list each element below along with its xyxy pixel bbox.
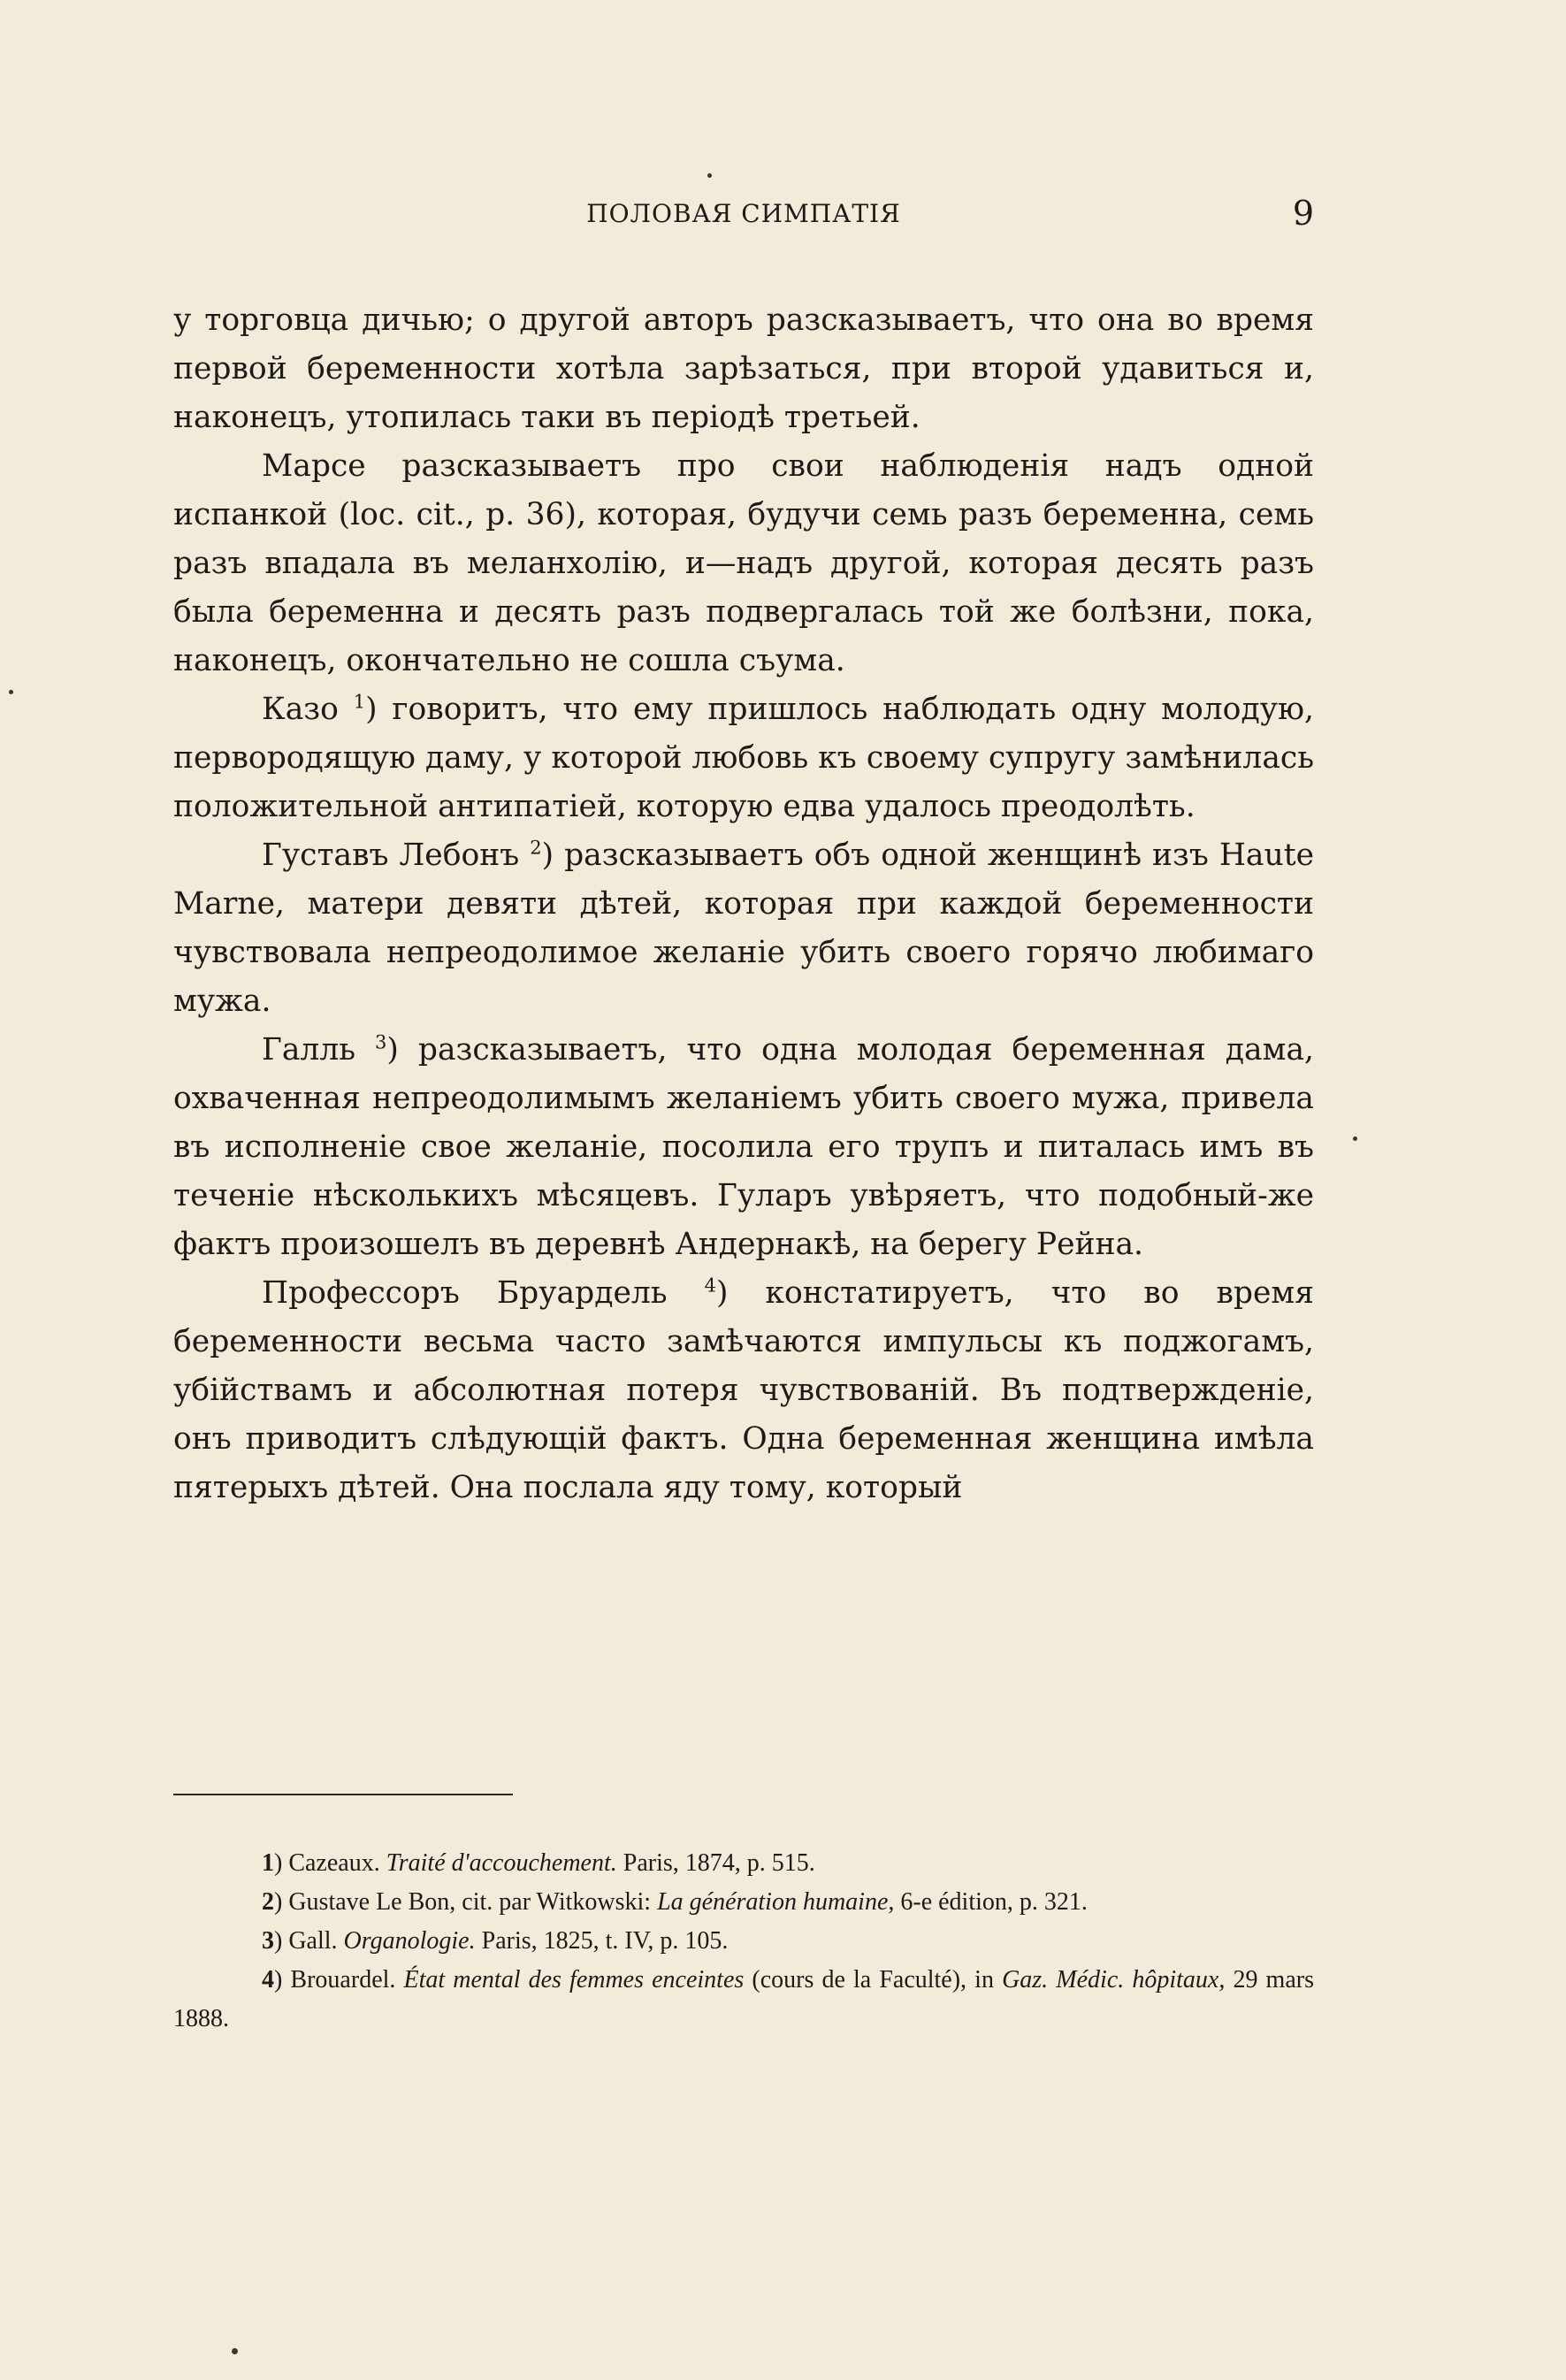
paragraph [173,442,1314,685]
paragraph-text: Густавъ Лебонъ [262,838,531,873]
footnotes [173,1844,1314,2039]
paper-speck [1353,1136,1357,1141]
footnote-ref: 2 [530,837,542,859]
footnote-marker: 1 [262,1849,274,1877]
page-number: 9 [1292,194,1314,233]
footnote-marker: 3 [262,1927,274,1955]
footnote [173,1922,1314,1961]
paragraph [173,831,1314,1026]
paragraph [173,1269,1314,1512]
paragraph-text: ) разсказываетъ объ одной женщинѣ изъ Haute Marne, матери девяти дѣтей, которая при каждой беременности чувствовала непреодолимое желаніе убить своего горячо любимаго мужа. [173,838,1314,1019]
footnote-ref: 4 [704,1274,716,1297]
paragraph-text: ) констатируетъ, что во время беременности весьма часто замѣчаются импульсы къ поджогамъ, убійствамъ и абсолютная потеря чувствованій. Въ подтвержденіе, онъ приводитъ слѣдующій фактъ. Одна беременная женщина имѣла пятерыхъ дѣтей. Она послала яду тому, который [173,1275,1314,1505]
footnote-title: La génération humaine, [657,1888,895,1916]
footnote-marker: 2 [262,1888,274,1916]
footnote-text: Paris, 1825, t. IV, p. 105. [475,1927,729,1955]
paper-speck [232,2348,238,2354]
paper-speck [707,173,712,178]
footnote [173,1844,1314,1883]
footnote-text: 6-e édition, p. 321. [894,1888,1088,1916]
main-text [173,296,1314,1512]
footnote [173,1961,1314,2039]
footnote-text: Paris, 1874, p. 515. [616,1849,815,1877]
footnote-paren: ) [274,1927,283,1955]
footnote-title: Organologie. [343,1927,476,1955]
running-title: ПОЛОВАЯ СИМПАТІЯ [586,199,901,228]
paragraph-text: Марсе разсказываетъ про свои наблюденія надъ одной испанкой (loc. cit., p. 36), которая, будучи семь разъ беременна, семь разъ впадала въ меланхолію, и—надъ другой, которая десять разъ была беременна и десять разъ подвергалась той же болѣзни, пока, наконецъ, окончательно не сошла съума. [173,448,1314,678]
footnote-title: Traité d'accouchement. [386,1849,617,1877]
footnote [173,1883,1314,1922]
paragraph-text: Казо [262,692,354,727]
footnote-paren: ) [274,1849,283,1877]
footnote-title: État mental des femmes enceintes [403,1966,745,1994]
footnote-text: (cours de la Faculté), in [744,1966,1003,1994]
footnote-text: Gall. [282,1927,344,1955]
footnote-text: Cazeaux. [282,1849,386,1877]
footnote-paren: ) [274,1888,283,1916]
footnote-ref: 3 [375,1031,387,1053]
paragraph [173,1026,1314,1269]
footnote-text: 29 mars 1888. [173,1966,1314,2032]
paragraph [173,685,1314,831]
paragraph [173,296,1314,442]
footnote-title: Gaz. Médic. hôpitaux, [1002,1966,1226,1994]
footnote-ref: 1 [353,691,366,713]
footnote-marker: 4 [262,1966,274,1994]
footnote-text: Gustave Le Bon, cit. par Witkowski: [282,1888,658,1916]
paragraph-text: Профессоръ Бруардель [262,1275,705,1311]
footnote-paren: ) [274,1966,283,1994]
paragraph-text: ) разсказываетъ, что одна молодая беременная дама, охваченная непреодолимымъ желаніемъ убить своего мужа, привела въ исполненіе свое желаніе, посолила его трупъ и питалась имъ въ теченіе нѣсколькихъ мѣсяцевъ. Гуларъ увѣряетъ, что подобный-же фактъ произошелъ въ деревнѣ Андернакѣ, на берегу Рейна. [173,1032,1314,1262]
running-header [173,194,1314,234]
footnote-separator [173,1794,513,1795]
footnote-text: Brouardel. [282,1966,404,1994]
paragraph-text: ) говоритъ, что ему пришлось наблюдать одну молодую, первородящую даму, у которой любовь къ своему супругу замѣнилась положительной антипатіей, которую едва удалось преодолѣть. [173,692,1314,824]
paper-speck [9,690,13,694]
paragraph-text: Галль [262,1032,376,1068]
paragraph-text: у торговца дичью; о другой авторъ разсказываетъ, что она во время первой беременности хотѣла зарѣзаться, при второй удавиться и, наконецъ, утопилась таки въ періодѣ третьей. [173,302,1314,435]
